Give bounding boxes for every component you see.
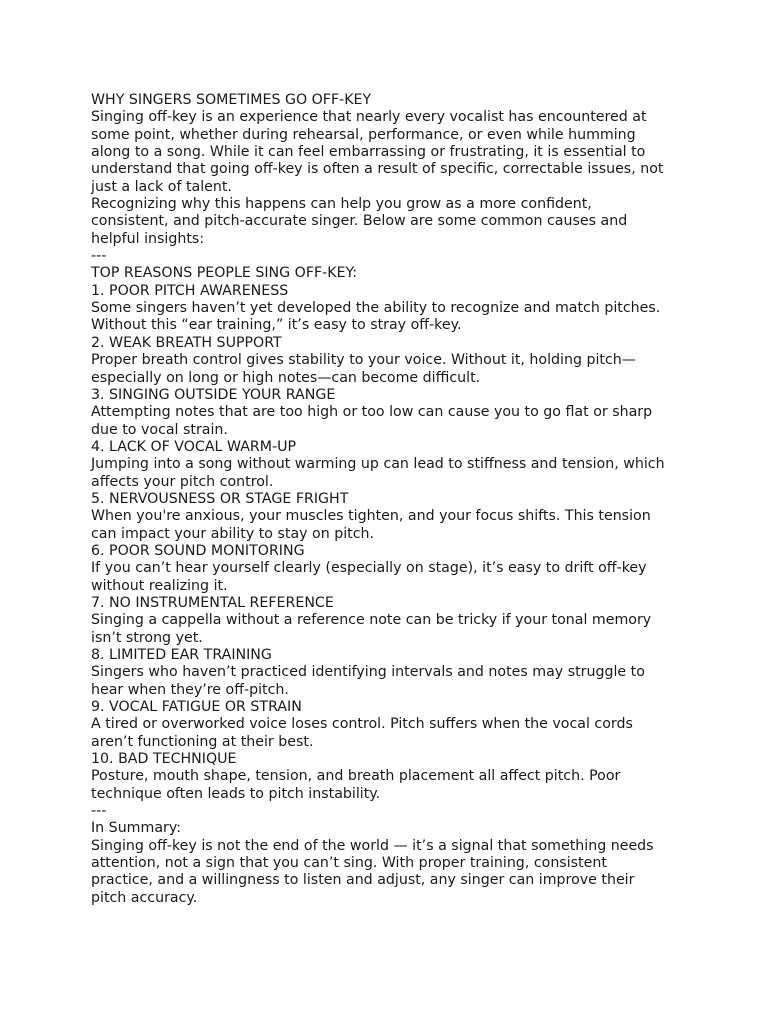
document-page xyxy=(91,92,691,907)
reason-item xyxy=(91,699,691,751)
reason-item xyxy=(91,595,691,647)
document-title: WHY SINGERS SOMETIMES GO OFF-KEY xyxy=(91,92,372,108)
reason-text: aren’t functioning at their best. xyxy=(91,733,314,750)
reason-text: Without this “ear training,” it’s easy to stray off-key. xyxy=(91,317,462,334)
reason-text: technique often leads to pitch instability. xyxy=(91,785,381,802)
text-line: Singing off-key is not the end of the world — it’s a signal that something needs xyxy=(91,837,654,854)
text-line: just a lack of talent. xyxy=(91,178,232,195)
text-line: along to a song. While it can feel embarrassing or frustrating, it is essential to xyxy=(91,144,646,161)
reason-heading: 9. VOCAL FATIGUE OR STRAIN xyxy=(91,699,302,716)
reason-heading: 6. POOR SOUND MONITORING xyxy=(91,542,305,559)
reason-item xyxy=(91,647,691,699)
text-line: Singing off-key is an experience that nearly every vocalist has encountered at xyxy=(91,109,647,126)
reason-item xyxy=(91,387,691,439)
text-line: practice, and a willingness to listen and adjust, any singer can improve their xyxy=(91,872,635,889)
reason-text: If you can’t hear yourself clearly (especially on stage), it’s easy to drift off-key xyxy=(91,560,647,577)
reason-heading: 7. NO INSTRUMENTAL REFERENCE xyxy=(91,594,334,611)
reason-heading: 1. POOR PITCH AWARENESS xyxy=(91,282,289,299)
reason-text: A tired or overworked voice loses control. Pitch suffers when the vocal cords xyxy=(91,716,633,733)
reason-text: Proper breath control gives stability to your voice. Without it, holding pitch— xyxy=(91,352,636,369)
reason-text: Jumping into a song without warming up can lead to stiffness and tension, which xyxy=(91,456,665,473)
reason-item xyxy=(91,751,691,803)
separator: --- xyxy=(91,248,107,265)
reason-item xyxy=(91,491,691,543)
reason-text: Singers who haven’t practiced identifying intervals and notes may struggle to xyxy=(91,664,645,681)
text-line: Recognizing why this happens can help you grow as a more confident, xyxy=(91,196,592,213)
separator: --- xyxy=(91,803,107,820)
reasons-heading: TOP REASONS PEOPLE SING OFF-KEY: xyxy=(91,265,358,282)
text-line: helpful insights: xyxy=(91,230,205,247)
text-line: attention, not a sign that you can’t sing. With proper training, consistent xyxy=(91,855,607,872)
reason-text: due to vocal strain. xyxy=(91,421,228,438)
reason-heading: 4. LACK OF VOCAL WARM-UP xyxy=(91,438,297,455)
reason-text: without realizing it. xyxy=(91,577,228,594)
text-line: understand that going off-key is often a result of specific, correctable issues, not xyxy=(91,161,664,178)
intro-paragraph xyxy=(91,196,691,248)
summary-heading: In Summary: xyxy=(91,820,181,837)
reason-heading: 5. NERVOUSNESS OR STAGE FRIGHT xyxy=(91,490,349,507)
text-line: pitch accuracy. xyxy=(91,889,198,906)
text-line: some point, whether during rehearsal, performance, or even while humming xyxy=(91,126,636,143)
reason-heading: 3. SINGING OUTSIDE YOUR RANGE xyxy=(91,386,336,403)
summary-paragraph xyxy=(91,838,691,907)
text-line: consistent, and pitch-accurate singer. Below are some common causes and xyxy=(91,213,628,230)
reason-text: especially on long or high notes—can become difficult. xyxy=(91,369,481,386)
reason-heading: 10. BAD TECHNIQUE xyxy=(91,751,237,768)
intro-paragraph xyxy=(91,109,691,196)
reason-text: Some singers haven’t yet developed the ability to recognize and match pitches. xyxy=(91,300,661,317)
reasons-list xyxy=(91,283,691,803)
reason-text: When you're anxious, your muscles tighten, and your focus shifts. This tension xyxy=(91,508,651,525)
reason-text: Singing a cappella without a reference note can be tricky if your tonal memory xyxy=(91,612,652,629)
reason-text: isn’t strong yet. xyxy=(91,629,203,646)
reason-text: Attempting notes that are too high or too low can cause you to go flat or sharp xyxy=(91,404,653,421)
reason-item xyxy=(91,439,691,491)
reason-text: can impact your ability to stay on pitch. xyxy=(91,525,375,542)
reason-heading: 2. WEAK BREATH SUPPORT xyxy=(91,334,282,351)
reason-item xyxy=(91,283,691,335)
reason-text: Posture, mouth shape, tension, and breath placement all affect pitch. Poor xyxy=(91,768,621,785)
reason-heading: 8. LIMITED EAR TRAINING xyxy=(91,647,272,663)
reason-text: hear when they’re off-pitch. xyxy=(91,681,289,698)
reason-text: affects your pitch control. xyxy=(91,473,274,490)
reason-item xyxy=(91,543,691,595)
reason-item xyxy=(91,335,691,387)
